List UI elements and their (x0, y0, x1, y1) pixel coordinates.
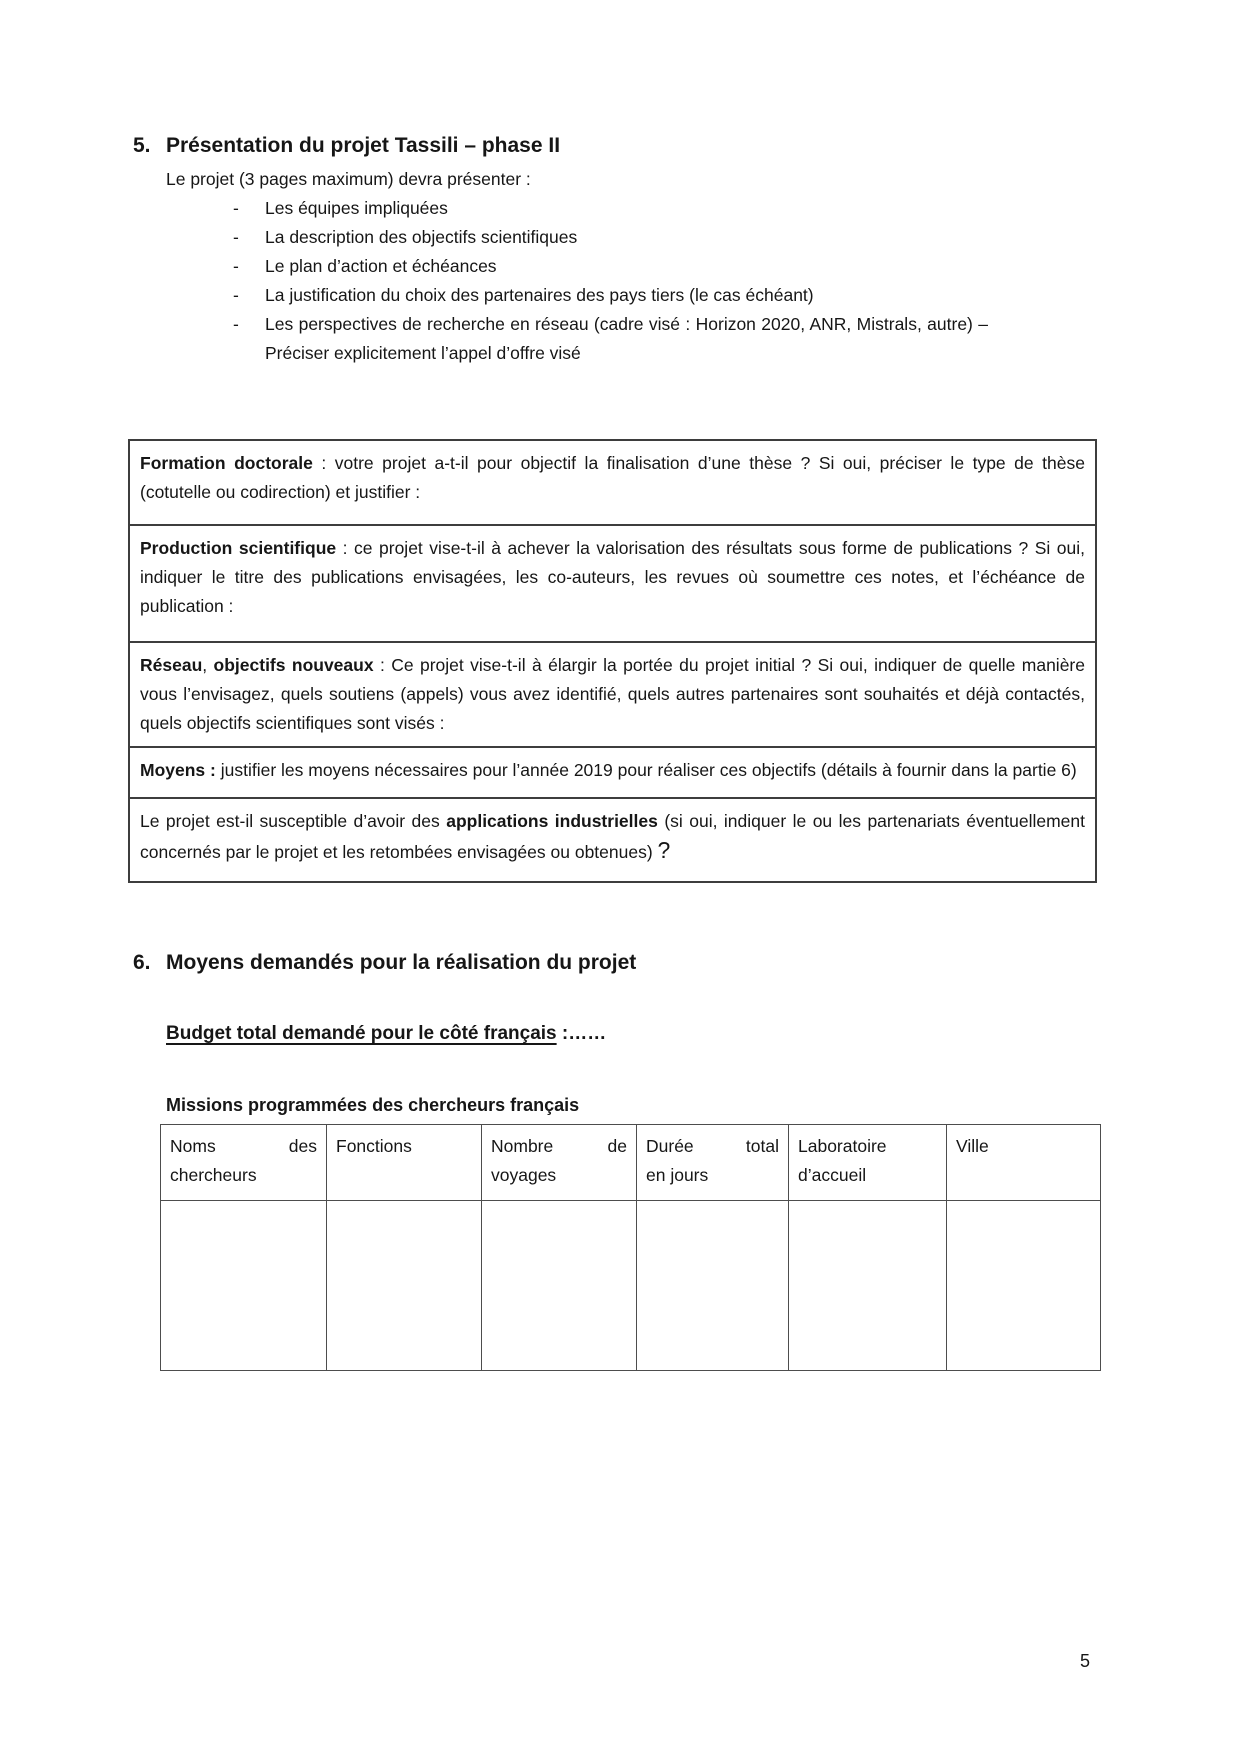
col-header-duree-totale (637, 1125, 789, 1201)
header-line: chercheurs (170, 1165, 257, 1185)
list-item-text: La justification du choix des partenaires des pays tiers (le cas échéant) (265, 285, 814, 305)
dash-bullet: - (233, 285, 239, 305)
dash-bullet: - (233, 227, 239, 247)
dash-bullet: - (233, 198, 239, 218)
list-item-text: Les équipes impliquées (265, 198, 448, 218)
empty-cell (327, 1201, 482, 1371)
question-text: (si oui, indiquer le ou les partenariats éventuellement concernés par le projet et les retombées envisagées ou obtenues) (140, 811, 1085, 862)
empty-cell (947, 1201, 1101, 1371)
missions-empty-row (161, 1201, 1101, 1371)
col-header-nombre-voyages (482, 1125, 637, 1201)
question-moyens (130, 746, 1095, 797)
question-text: justifier les moyens nécessaires pour l’année 2019 pour réaliser ces objectifs (détails à fournir dans la partie 6) (215, 760, 1077, 780)
list-item-text: Le plan d’action et échéances (265, 256, 497, 276)
dash-bullet: - (233, 314, 239, 334)
list-item (233, 310, 1240, 368)
missions-table (160, 1124, 1101, 1371)
question-reseau-objectifs (130, 641, 1095, 746)
empty-cell (482, 1201, 637, 1371)
question-label: Formation doctorale (140, 453, 313, 473)
missions-table-title: Missions programmées des chercheurs français (166, 1095, 580, 1115)
empty-cell (161, 1201, 327, 1371)
header-line: Ville (956, 1136, 989, 1156)
list-item-text: La description des objectifs scientifiques (265, 227, 578, 247)
question-label: Moyens : (140, 760, 216, 780)
budget-line (166, 1021, 1240, 1047)
question-mark: ? (657, 837, 671, 863)
header-line: voyages (491, 1165, 557, 1185)
col-header-ville (947, 1125, 1101, 1201)
missions-header-row (161, 1125, 1101, 1201)
list-item (233, 281, 1240, 310)
project-requirements-list (233, 194, 1240, 368)
question-text: , (202, 655, 214, 675)
header-line: Nombre de (491, 1136, 627, 1156)
question-label: objectifs nouveaux (213, 655, 374, 675)
question-text: : votre projet a-t-il pour objectif la finalisation d’une thèse ? Si oui, préciser le type de thèse (cotutelle ou codirection) et justifier : (140, 453, 1085, 502)
list-item (233, 194, 1240, 223)
section-5-number: 5. (133, 134, 151, 157)
section-6-number: 6. (133, 951, 151, 974)
empty-cell (789, 1201, 947, 1371)
dash-bullet: - (233, 256, 239, 276)
header-line: en jours (646, 1165, 709, 1185)
question-production-scientifique (130, 524, 1095, 641)
budget-label: Budget total demandé pour le côté français (166, 1023, 557, 1044)
list-item-text: Les perspectives de recherche en réseau (cadre visé : Horizon 2020, ANR, Mistrals, autre) – Préciser explicitement l’appel d’offre visé (265, 314, 988, 363)
col-header-fonctions (327, 1125, 482, 1201)
header-line: Fonctions (336, 1136, 412, 1156)
question-label: Réseau (140, 655, 203, 675)
section-6-title: Moyens demandés pour la réalisation du projet (166, 951, 637, 974)
question-formation-doctorale (130, 441, 1095, 524)
header-line: Durée total (646, 1136, 779, 1156)
budget-dots: :…… (556, 1023, 607, 1044)
empty-cell (637, 1201, 789, 1371)
col-header-laboratoire-accueil (789, 1125, 947, 1201)
question-label: applications industrielles (446, 811, 658, 831)
section-5-heading (133, 132, 1240, 160)
header-line: Noms des (170, 1136, 317, 1156)
section-6-heading (133, 949, 1240, 977)
section-5-title: Présentation du projet Tassili – phase II (166, 134, 561, 157)
question-text: Le projet est-il susceptible d’avoir des (140, 811, 447, 831)
question-applications-industrielles (130, 797, 1095, 881)
question-text: : ce projet vise-t-il à achever la valorisation des résultats sous forme de publications ? Si oui, indiquer le titre des publications envisagées, les co-auteurs, les revues où soumettre ces notes, et l’échéance de publication : (140, 538, 1086, 616)
list-item (233, 223, 1240, 252)
section-5-intro: Le projet (3 pages maximum) devra présenter : (166, 169, 531, 189)
col-header-noms-chercheurs (161, 1125, 327, 1201)
question-text: : Ce projet vise-t-il à élargir la portée du projet initial ? Si oui, indiquer de quelle manière vous l’envisagez, quels soutiens (appels) vous avez identifié, quels autres partenaires sont souhaités et déjà contactés, quels objectifs scientifiques sont visés : (140, 655, 1085, 733)
header-line: d’accueil (798, 1165, 867, 1185)
list-item (233, 252, 1240, 281)
page-number: 5 (1080, 1651, 1091, 1671)
questions-box (128, 439, 1097, 883)
question-label: Production scientifique (140, 538, 337, 558)
header-line: Laboratoire (798, 1136, 887, 1156)
